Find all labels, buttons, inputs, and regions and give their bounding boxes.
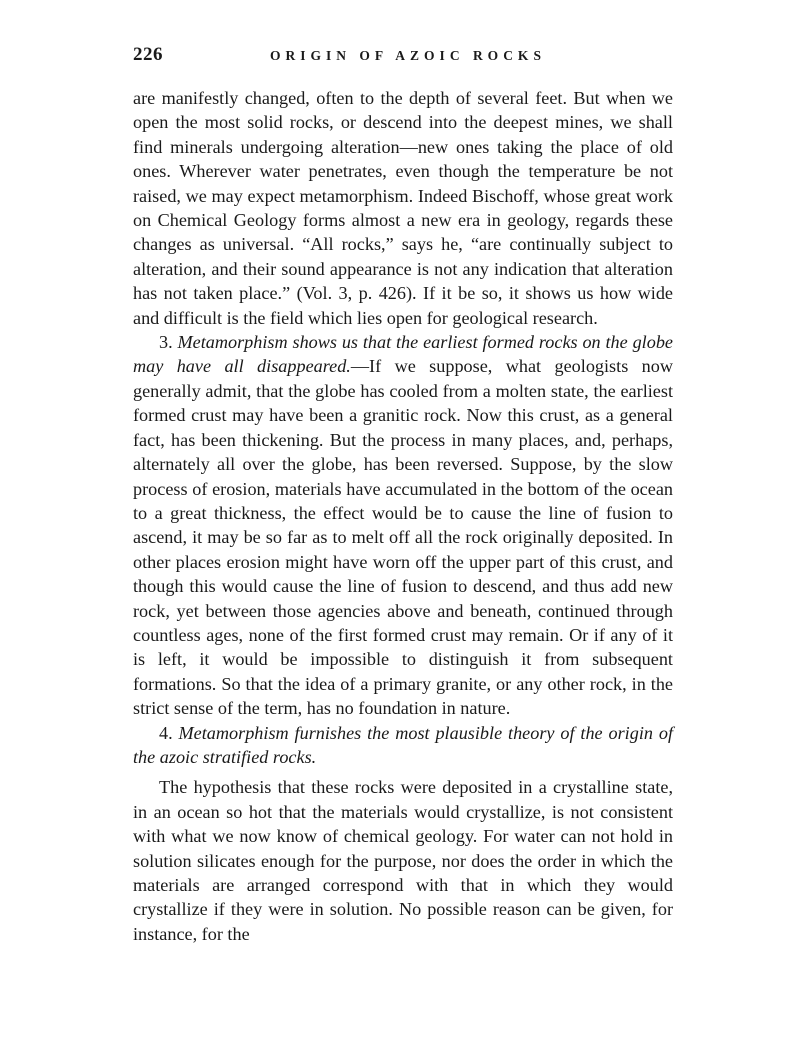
running-title: ORIGIN OF AZOIC ROCKS <box>270 48 546 63</box>
paragraph-hypothesis: The hypothesis that these rocks were deposited in a crystalline state, in an ocean so hot that the materials would crystallize, is not consistent with what we now know of chemical geology. For water can not hold in solution silicates enough for the purpose, nor does the order in which the materials are arranged correspond with that in which they would crystallize if they were in solution. No possible reason can be given, for instance, for the <box>133 777 673 944</box>
section-body: —If we suppose, what geologists now generally admit, that the globe has cooled from a molten state, the earliest formed crust may have been a granitic rock. Now this crust, as a general fact, has been thickening. But the process in many places, and, perhaps, alternately all over the globe, has been reversed. Suppose, by the slow process of erosion, materials have accumulated in the bottom of the ocean to a great thickness, the effect would be to cause the line of fusion to ascend, it may be so far as to melt off all the rock originally deposited. In other places erosion might have worn off the upper part of this crust, and though this would cause the line of fusion to descend, and thus add new rock, yet between those agencies above and beneath, continued through countless ages, none of the first formed crust may remain. Or if any of it is left, it would be impossible to distinguish it from subsequent formations. So that the idea of a primary granite, or any other rock, in the strict sense of the term, has no foundation in nature. <box>133 356 673 719</box>
paragraph-section-4 <box>133 721 673 770</box>
section-heading: Metamorphism furnishes the most plausible theory of the origin of the azoic stratified rocks. <box>133 722 674 767</box>
paragraph-1: are manifestly changed, often to the depth of several feet. But when we open the most solid rocks, or descend into the deepest mines, we shall find minerals undergoing alteration—new ones taking the place of old ones. Wherever water penetrates, even though the temperature be not raised, we may expect metamorphism. Indeed Bischoff, whose great work on Chemical Geology forms almost a new era in geology, regards these changes as universal. “All rocks,” says he, “are continually subject to alteration, and their sound appearance is not any indication that alteration has not taken place.” (Vol. 3, p. 426). If it be so, it shows us how wide and difficult is the field which lies open for geological research. <box>133 88 673 328</box>
paragraph-section-3 <box>133 330 673 721</box>
page-header <box>133 44 673 74</box>
body-text <box>133 86 673 946</box>
page-number: 226 <box>133 44 163 65</box>
section-number: 4. <box>159 722 173 743</box>
section-heading: Metamorphism shows us that the earliest formed rocks on the globe may have all disappeared. <box>133 332 673 377</box>
section-number: 3. <box>159 332 173 353</box>
